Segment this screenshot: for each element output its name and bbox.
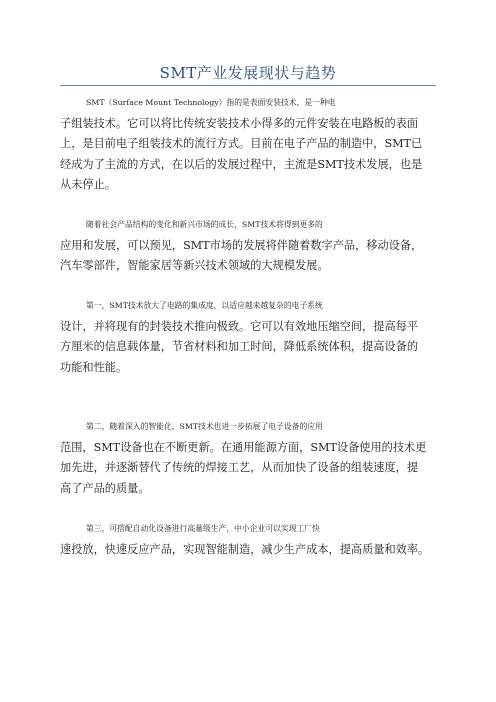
paragraph-line: 第二，随着深入的智能化，SMT技术也进一步拓展了电子设备的应用 <box>86 422 323 431</box>
paragraph-line: 高了产品的质量。 <box>60 481 150 495</box>
paragraph-line: 第三，可搭配自动化设备进行高量级生产，中小企业可以实现工厂快 <box>86 524 320 533</box>
paragraph-line: 速投放，快速反应产品，实现智能制造，减少生产成本，提高质量和效率。 <box>60 542 430 556</box>
paragraph-line: 应用和发展，可以预见，SMT市场的发展将伴随着数字产品，移动设备， <box>60 238 423 252</box>
paragraph-line: 加先进，并逐渐替代了传统的焊接工艺，从而加快了设备的组装速度，提 <box>60 461 419 474</box>
paragraph-market-outlook <box>60 215 444 277</box>
paragraph-line: 第一，SMT技术放大了电路的集成度，以适应越来越复杂的电子系统 <box>86 301 323 310</box>
paragraph-line: 功能和性能。 <box>60 360 128 374</box>
paragraph-line: 上，是目前电子组装技术的流行方式。目前在电子产品的制造中，SMT已 <box>60 137 423 150</box>
paragraph-point-three <box>60 519 444 560</box>
paragraph-line: 经成为了主流的方式，在以后的发展过程中，主流是SMT技术发展，也是 <box>60 157 423 171</box>
paragraph-point-two <box>60 417 444 499</box>
paragraph-line: 汽车零部件，智能家居等新兴技术领域的大规模发展。 <box>60 259 329 272</box>
paragraph-line: 方厘米的信息载体量，节省材料和加工时间，降低系统体积，提高设备的 <box>60 340 419 353</box>
paragraph-line: 子组装技术。它可以将比传统安装技术小得多的元件安装在电路板的表面 <box>60 116 419 130</box>
title-underline <box>60 85 436 86</box>
paragraph-line: 随着社会产品结构的变化和新兴市场的成长，SMT技术将得到更多的 <box>86 220 323 229</box>
document-title: SMT产业发展现状与趋势 <box>159 64 337 82</box>
paragraph-intro <box>60 93 444 196</box>
paragraph-line: SMT（Surface Mount Technology）指的是表面安装技术，是一种电 <box>86 98 336 107</box>
paragraph-line: 设计，并将现有的封装技术推向极致。它可以有效地压缩空间，提高每平 <box>60 319 419 333</box>
paragraph-line: 从未停止。 <box>60 178 116 191</box>
paragraph-line: 范围，SMT设备也在不断更新。在通用能源方面，SMT设备使用的技术更 <box>60 440 427 454</box>
paragraph-point-one <box>60 296 444 378</box>
